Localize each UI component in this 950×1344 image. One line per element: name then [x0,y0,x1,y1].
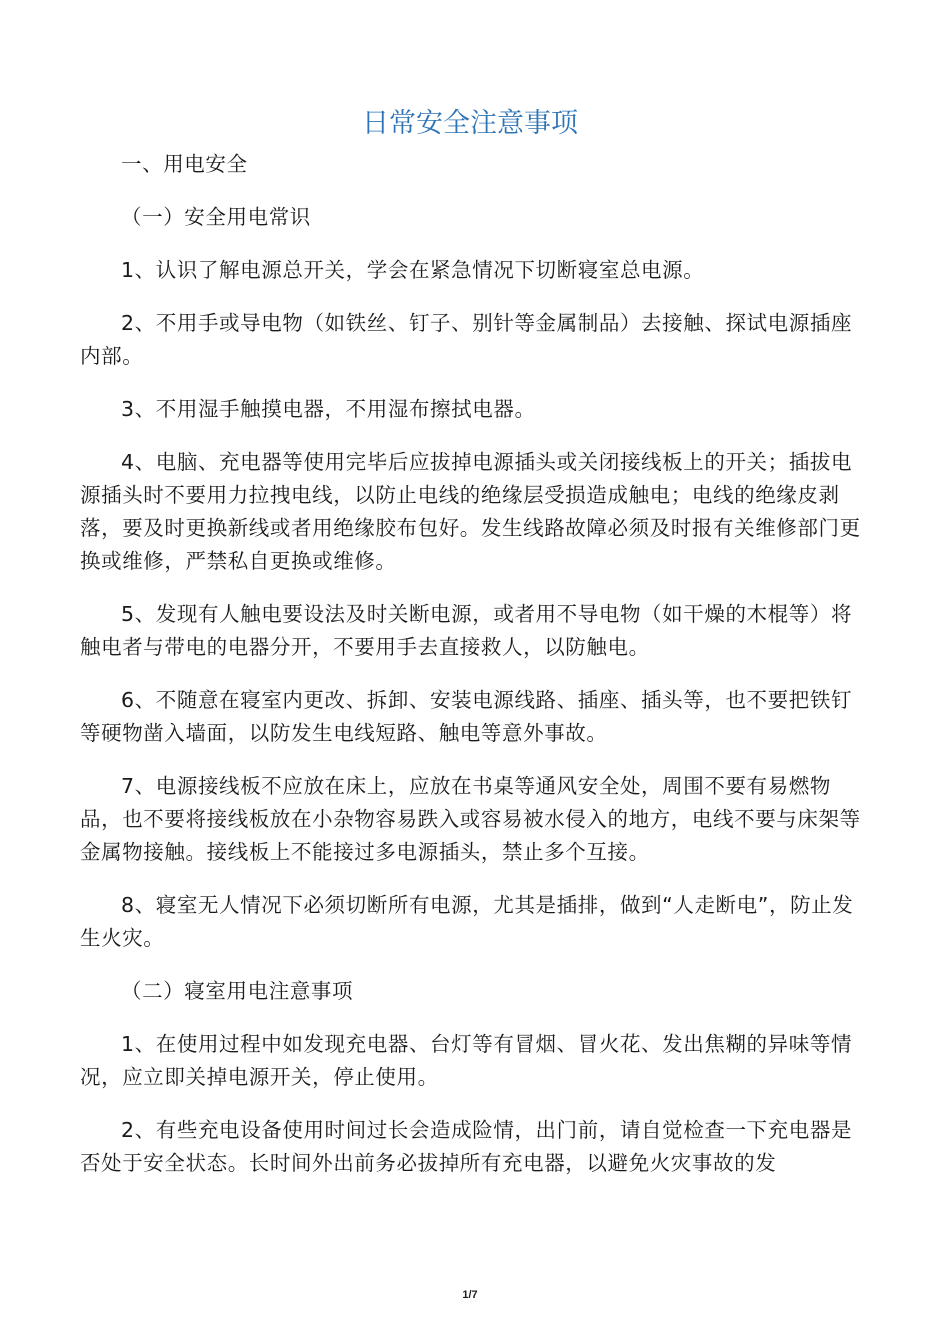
section-heading-electricity: 一、用电安全 [121,152,248,176]
document-body [80,148,865,1180]
document-title: 日常安全注意事项 [362,108,578,139]
page-number: 1/7 [462,1289,478,1301]
paragraph: 3、不用湿手触摸电器，不用湿布擦拭电器。 [121,397,536,421]
paragraph: 5、发现有人触电要设法及时关断电源，或者用不导电物（如干燥的木棍等）将触电者与带电的电器分开，不要用手去直接救人，以防触电。 [80,602,853,659]
paragraph: 1、在使用过程中如发现充电器、台灯等有冒烟、冒火花、发出焦糊的异味等情况，应立即关掉电源开关，停止使用。 [80,1032,853,1089]
paragraph: 8、寝室无人情况下必须切断所有电源，尤其是插排，做到“人走断电”，防止发生火灾。 [80,893,854,950]
paragraph: 2、有些充电设备使用时间过长会造成险情，出门前，请自觉检查一下充电器是否处于安全状态。长时间外出前务必拔掉所有充电器，以避免火灾事故的发 [80,1118,853,1175]
subsection-heading-common-sense: （一）安全用电常识 [121,205,311,229]
paragraph: 2、不用手或导电物（如铁丝、钉子、别针等金属制品）去接触、探试电源插座内部。 [80,311,853,368]
paragraph: 6、不随意在寝室内更改、拆卸、安装电源线路、插座、插头等，也不要把铁钉等硬物凿入墙面，以防发生电线短路、触电等意外事故。 [80,688,853,745]
subsection-heading-dorm: （二）寝室用电注意事项 [121,979,354,1003]
paragraph: 1、认识了解电源总开关，学会在紧急情况下切断寝室总电源。 [121,258,705,282]
paragraph: 4、电脑、充电器等使用完毕后应拔掉电源插头或关闭接线板上的开关；插拔电源插头时不要用力拉拽电线，以防止电线的绝缘层受损造成触电；电线的绝缘皮剥落，要及时更换新线或者用绝缘胶布包好。发生线路故障必须及时报有关维修部门更换或维修，严禁私自更换或维修。 [80,450,861,573]
paragraph: 7、电源接线板不应放在床上，应放在书桌等通风安全处，周围不要有易燃物品，也不要将接线板放在小杂物容易跌入或容易被水侵入的地方，电线不要与床架等金属物接触。接线板上不能接过多电源插头，禁止多个互接。 [80,774,861,864]
